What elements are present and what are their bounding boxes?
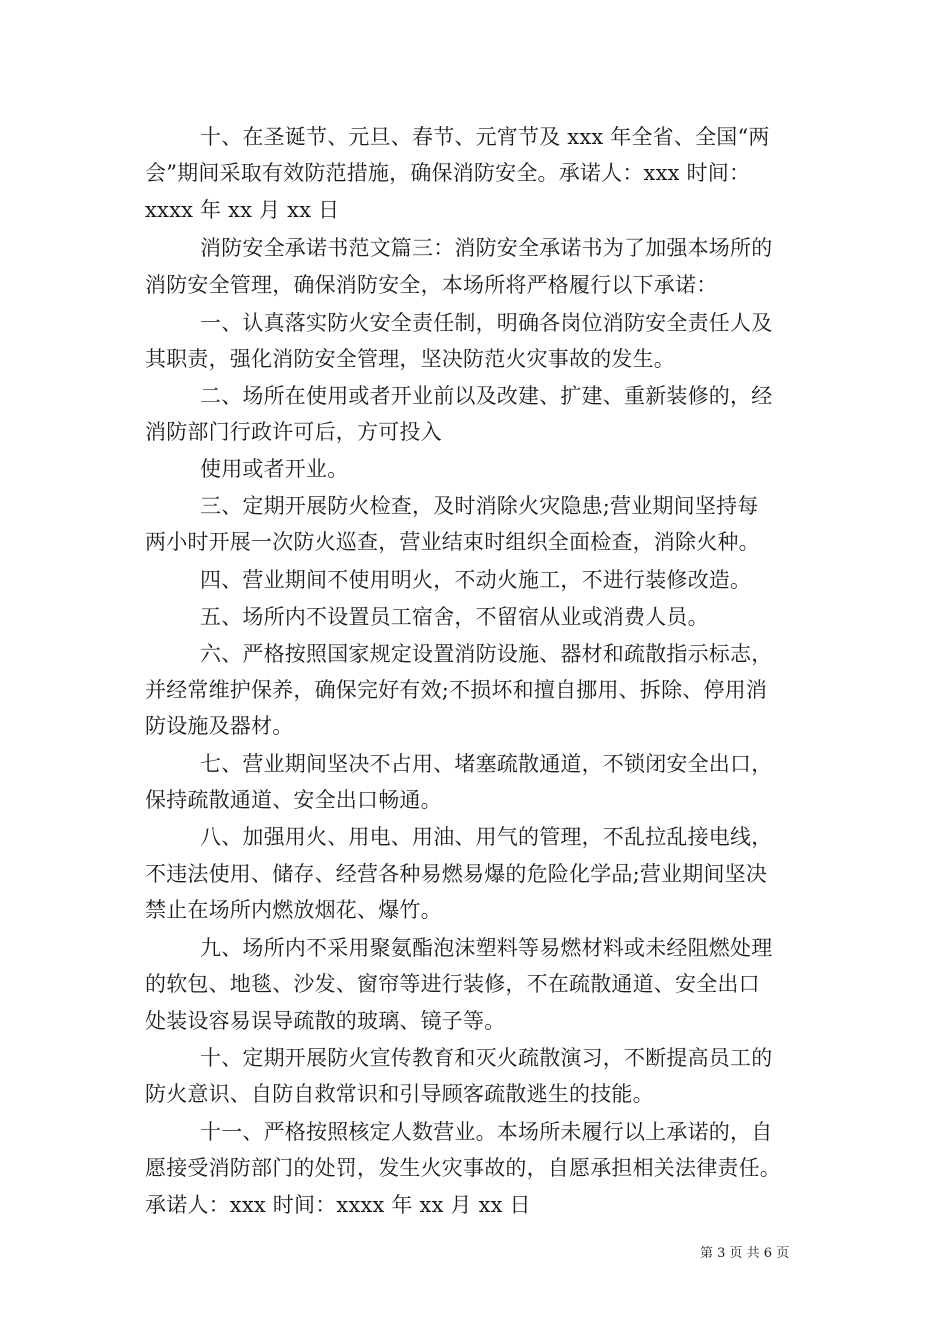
text-line: 二、场所在使用或者开业前以及改建、扩建、重新装修的，经 xyxy=(200,384,773,408)
text-line: 防火意识、自防自救常识和引导顾客疏散逃生的技能。 xyxy=(145,1082,654,1106)
text-line: 不违法使用、储存、经营各种易燃易爆的危险化学品;营业期间坚决 xyxy=(145,862,768,886)
text-line: 一、认真落实防火安全责任制，明确各岗位消防安全责任人及 xyxy=(200,311,773,335)
text-line: 愿接受消防部门的处罚，发生火灾事故的，自愿承担相关法律责任。 xyxy=(145,1156,781,1180)
page-number: 第 3 页 共 6 页 xyxy=(700,1246,790,1261)
text-line: 十一、严格按照核定人数营业。本场所未履行以上承诺的，自 xyxy=(200,1120,773,1144)
text-line: 消防部门行政许可后，方可投入 xyxy=(145,420,442,444)
text-line: 十、在圣诞节、元旦、春节、元宵节及 xxx 年全省、全国“两 xyxy=(200,125,770,149)
text-line: 其职责，强化消防安全管理，坚决防范火灾事故的发生。 xyxy=(145,347,675,371)
text-line: 四、营业期间不使用明火，不动火施工，不进行装修改造。 xyxy=(200,568,752,592)
text-line: 保持疏散通道、安全出口畅通。 xyxy=(145,788,442,812)
text-line: 并经常维护保养，确保完好有效;不损坏和擅自挪用、拆除、停用消 xyxy=(145,678,768,702)
text-line: 承诺人：xxx 时间：xxxx 年 xx 月 xx 日 xyxy=(145,1193,531,1217)
text-line: 会”期间采取有效防范措施，确保消防安全。承诺人：xxx 时间： xyxy=(145,161,751,185)
text-line: 十、定期开展防火宣传教育和灭火疏散演习，不断提高员工的 xyxy=(200,1046,773,1070)
text-line: 九、场所内不采用聚氨酯泡沫塑料等易燃材料或未经阻燃处理 xyxy=(200,936,773,960)
text-line: 六、严格按照国家规定设置消防设施、器材和疏散指示标志， xyxy=(200,642,773,666)
text-line: 三、定期开展防火检查，及时消除火灾隐患;营业期间坚持每 xyxy=(200,494,759,518)
text-line: 五、场所内不设置员工宿舍，不留宿从业或消费人员。 xyxy=(200,605,709,629)
text-line: 八、加强用火、用电、用油、用气的管理，不乱拉乱接电线， xyxy=(200,825,773,849)
text-line: 处装设容易误导疏散的玻璃、镜子等。 xyxy=(145,1009,506,1033)
text-line: 两小时开展一次防火巡查，营业结束时组织全面检查，消除火种。 xyxy=(145,530,760,554)
text-line: 消防安全承诺书范文篇三：消防安全承诺书为了加强本场所的 xyxy=(200,236,773,260)
text-line: 使用或者开业。 xyxy=(200,457,349,481)
text-line: 防设施及器材。 xyxy=(145,714,294,738)
text-line: xxxx 年 xx 月 xx 日 xyxy=(145,198,340,222)
text-line: 消防安全管理，确保消防安全，本场所将严格履行以下承诺： xyxy=(145,273,718,297)
text-line: 禁止在场所内燃放烟花、爆竹。 xyxy=(145,898,442,922)
text-line: 七、营业期间坚决不占用、堵塞疏散通道，不锁闭安全出口， xyxy=(200,752,773,776)
text-line: 的软包、地毯、沙发、窗帘等进行装修，不在疏散通道、安全出口 xyxy=(145,972,760,996)
